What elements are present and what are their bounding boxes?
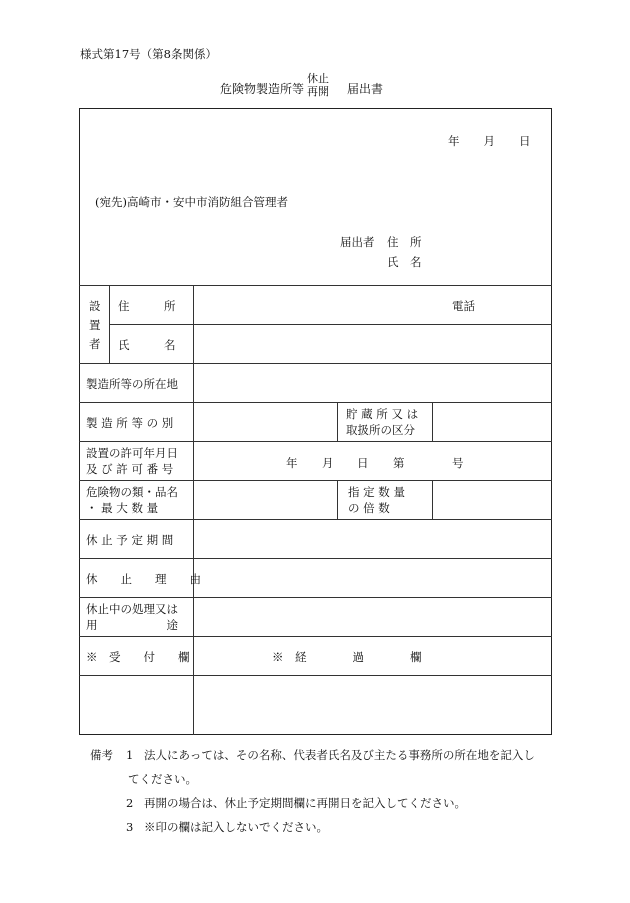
permit-year-label: 年 xyxy=(286,456,298,470)
permit-label-1: 設置の許可年月日 xyxy=(86,446,178,460)
note-number: 1 xyxy=(126,748,134,762)
addressee: (宛先)高崎市・安中市消防組合管理者 xyxy=(95,195,288,209)
permit-day-label: 日 xyxy=(357,456,369,470)
note-text-continued: てください。 xyxy=(128,772,197,786)
location-label: 製造所等の所在地 xyxy=(86,377,178,391)
hazmat-label-2: ・ 最 大 数 量 xyxy=(86,501,159,515)
notifier-label: 届出者 xyxy=(340,235,375,249)
installer-address-label: 住 所 xyxy=(118,299,176,313)
permit-go-label: 号 xyxy=(452,456,464,470)
form-number: 様式第17号（第8条関係） xyxy=(80,47,217,61)
divider xyxy=(79,636,552,637)
multiple-label-1: 指 定 数 量 xyxy=(348,485,405,499)
multiple-label-2: の 倍 数 xyxy=(348,501,390,515)
divider xyxy=(79,558,552,559)
disposal-label-1: 休止中の処理又は xyxy=(86,602,178,616)
divider xyxy=(432,480,433,519)
progress-label: ※ 経 過 欄 xyxy=(272,650,422,664)
installer-name-label: 氏 名 xyxy=(118,338,176,352)
divider xyxy=(79,285,552,286)
storage-type-label-1: 貯 蔵 所 又 は xyxy=(346,407,419,421)
note-number: 3 xyxy=(126,820,134,834)
divider xyxy=(79,363,552,364)
divider xyxy=(432,402,433,441)
date-line[interactable] xyxy=(448,133,531,149)
divider xyxy=(79,441,552,442)
suspension-period-label: 休 止 予 定 期 間 xyxy=(86,533,174,547)
note-number: 2 xyxy=(126,796,134,810)
facility-type-label: 製 造 所 等 の 別 xyxy=(86,416,174,430)
location-field[interactable] xyxy=(195,366,550,400)
permit-dai-label: 第 xyxy=(393,456,405,470)
title-suffix: 届出書 xyxy=(347,82,384,96)
progress-field[interactable] xyxy=(195,678,550,733)
installer-label: 設 置 者 xyxy=(89,299,101,351)
storage-type-label-2: 取扱所の区分 xyxy=(346,423,415,437)
installer-phone-label: 電話 xyxy=(452,299,475,313)
notifier-name-label: 氏 名 xyxy=(387,255,422,269)
divider xyxy=(337,402,338,441)
permit-label-2: 及 び 許 可 番 号 xyxy=(86,462,174,476)
reception-field[interactable] xyxy=(81,678,191,733)
date-year-label: 年 xyxy=(448,134,460,148)
divider xyxy=(79,480,552,481)
permit-month-label: 月 xyxy=(322,456,334,470)
title-option-suspend: 休止 xyxy=(307,72,329,85)
divider xyxy=(109,285,110,363)
title-prefix: 危険物製造所等 xyxy=(220,82,305,96)
note-text: 再開の場合は、休止予定期間欄に再開日を記入してください。 xyxy=(144,796,466,810)
installer-name-field[interactable] xyxy=(195,327,550,361)
notifier-address-label: 住 所 xyxy=(387,235,422,249)
hazmat-label-1: 危険物の類・品名 xyxy=(86,485,178,499)
disposal-label-2: 用 途 xyxy=(86,618,178,632)
divider xyxy=(79,675,552,676)
title-option-resume: 再開 xyxy=(307,85,329,98)
divider xyxy=(109,324,552,325)
divider xyxy=(79,402,552,403)
divider xyxy=(193,285,194,735)
title-option-stack xyxy=(307,72,329,98)
note-text: 法人にあっては、その名称、代表者氏名及び主たる事務所の所在地を記入し xyxy=(144,748,535,762)
reception-label: ※ 受 付 欄 xyxy=(86,650,190,664)
divider xyxy=(79,597,552,598)
date-month-label: 月 xyxy=(483,134,495,148)
divider xyxy=(337,480,338,519)
notes-header: 備考 xyxy=(90,748,113,762)
divider xyxy=(79,519,552,520)
date-day-label: 日 xyxy=(519,134,531,148)
suspension-reason-label: 休 止 理 由 xyxy=(86,572,201,586)
note-text: ※印の欄は記入しないでください。 xyxy=(144,820,328,834)
